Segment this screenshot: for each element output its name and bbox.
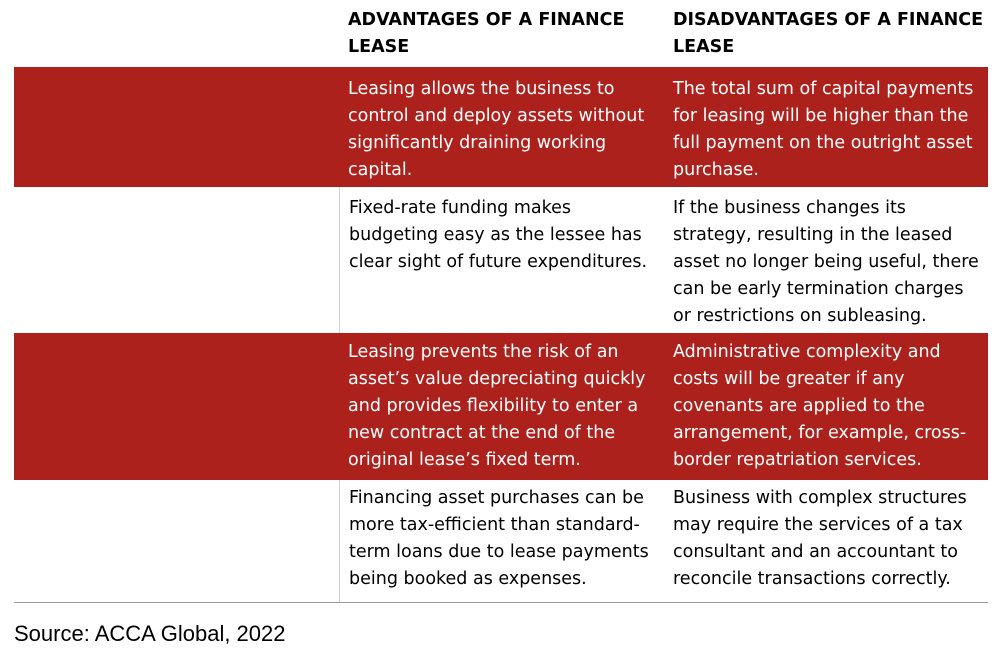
row-label-cell [14,187,339,333]
disadvantage-cell: Business with complex structures may require the services of a tax consultant and an accountant to reconcile transactions correctly. [673,488,967,589]
advantage-cell: Financing asset purchases can be more tax-efficient than standard-term loans due to lease payments being booked as expenses. [339,480,664,602]
finance-lease-table [14,0,988,603]
source-caption: Source: ACCA Global, 2022 [14,621,286,646]
header-disadvantages: DISADVANTAGES OF A FINANCE LEASE [673,10,984,57]
row-label-cell [14,67,339,187]
table-row [14,333,988,480]
table-header-row [14,0,988,67]
table-row [14,480,988,602]
disadvantage-cell: The total sum of capital payments for leasing will be higher than the full payment on the outright asset purchase. [673,79,974,180]
disadvantage-cell: Administrative complexity and costs will be greater if any covenants are applied to the arrangement, for example, cross-border repatriation services. [673,342,967,470]
table-row [14,67,988,187]
advantage-cell: Leasing prevents the risk of an asset’s value depreciating quickly and provides flexibility to enter a new contract at the end of the original lease’s fixed term. [348,342,646,470]
row-label-cell [14,333,339,480]
row-label-cell [14,480,339,602]
advantage-cell: Leasing allows the business to control and deploy assets without significantly draining working capital. [348,79,645,180]
advantage-cell: Fixed-rate funding makes budgeting easy as the lessee has clear sight of future expenditures. [339,187,664,333]
disadvantage-cell: If the business changes its strategy, resulting in the leased asset no longer being useful, there can be early termination charges or restrictions on subleasing. [673,198,979,326]
header-blank-cell [14,0,339,67]
header-advantages: ADVANTAGES OF A FINANCE LEASE [348,10,625,57]
table-row [14,187,988,333]
